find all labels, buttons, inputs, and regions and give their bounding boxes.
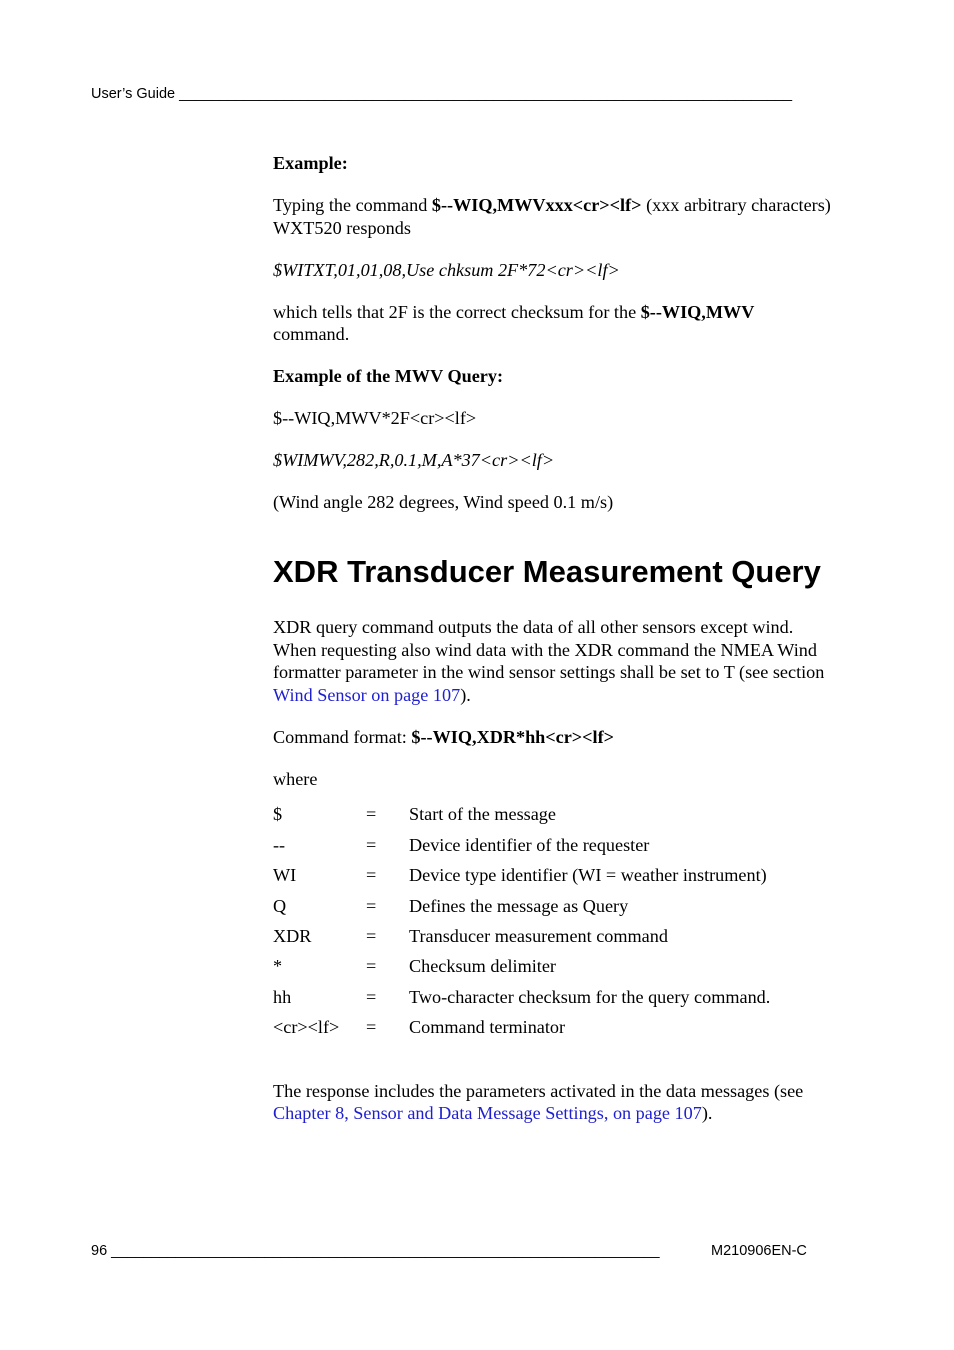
equals: = [366, 865, 377, 886]
text: ). [701, 1103, 713, 1124]
page-footer [91, 1243, 703, 1259]
text: The response includes the parameters activated in the data messages (see [273, 1080, 804, 1101]
definition-row [273, 951, 770, 981]
symbol: * [273, 956, 283, 977]
section-intro [273, 616, 833, 706]
example-paragraph-2 [273, 301, 833, 346]
response-paragraph [273, 1080, 833, 1125]
header-rule: ____________________________________________________________________________ [179, 86, 793, 102]
definition-row [273, 800, 770, 830]
mwv-example-heading: Example of the MWV Query: [273, 366, 504, 386]
command-format [273, 726, 833, 749]
definition-row [273, 1012, 770, 1042]
definition-row [273, 830, 770, 860]
command-text: $--WIQ,MWV [640, 301, 755, 322]
text: (xxx arbitrary characters) WXT520 responds [273, 195, 831, 238]
where-label: where [273, 768, 318, 789]
symbol: hh [273, 986, 292, 1007]
meaning: Transducer measurement command [409, 926, 668, 946]
equals: = [366, 986, 377, 1007]
meaning: Start of the message [409, 804, 556, 825]
document-code: M210906EN-C [711, 1243, 807, 1259]
mwv-note: (Wind angle 282 degrees, Wind speed 0.1 m/s) [273, 492, 614, 512]
symbol: XDR [273, 926, 312, 946]
command-text: $--WIQ,XDR*hh<cr><lf> [411, 726, 615, 747]
meaning: Checksum delimiter [409, 956, 556, 977]
example-paragraph-1 [273, 194, 833, 239]
page-content [273, 152, 833, 1144]
meaning: Command terminator [409, 1017, 566, 1038]
symbol: Q [273, 895, 287, 916]
equals: = [366, 895, 377, 916]
definitions-table [273, 800, 770, 1043]
text: which tells that 2F is the correct checksum for the [273, 301, 641, 322]
text: Command format: [273, 726, 412, 747]
text: command. [273, 324, 350, 344]
wind-sensor-link[interactable]: Wind Sensor on page 107 [273, 684, 461, 705]
meaning: Defines the message as Query [409, 895, 629, 916]
equals: = [366, 1017, 377, 1038]
definition-row [273, 891, 770, 921]
symbol: <cr><lf> [273, 1017, 340, 1038]
equals: = [366, 956, 377, 977]
definition-row [273, 860, 770, 890]
footer-rule: ____________________________________________________________________ [111, 1243, 660, 1259]
example-response: $WITXT,01,01,08,Use chksum 2F*72<cr><lf> [273, 259, 620, 280]
equals: = [366, 834, 377, 855]
example-heading: Example: [273, 153, 348, 173]
text: ). [460, 684, 471, 705]
mwv-response: $WIMWV,282,R,0.1,M,A*37<cr><lf> [273, 450, 555, 470]
command-text: $--WIQ,MWVxxx<cr><lf> [431, 195, 642, 215]
text: Typing the command [273, 195, 432, 215]
meaning: Device type identifier (WI = weather instrument) [409, 865, 767, 886]
meaning: Device identifier of the requester [409, 834, 650, 855]
symbol: WI [273, 865, 297, 886]
text: XDR query command outputs the data of all other sensors except wind. When requesting also wind data with the XDR command the NMEA Wind formatter parameter in the wind sensor settings shall be set to T (see section [273, 617, 825, 682]
header-title: User’s Guide [91, 86, 176, 102]
mwv-query: $--WIQ,MWV*2F<cr><lf> [273, 408, 477, 428]
meaning: Two-character checksum for the query command. [409, 986, 771, 1007]
equals: = [366, 926, 377, 946]
chapter-8-link[interactable]: Chapter 8, Sensor and Data Message Settings, on page 107 [273, 1103, 702, 1124]
section-title: XDR Transducer Measurement Query [273, 553, 821, 589]
page-header [91, 86, 811, 102]
symbol: -- [273, 834, 286, 855]
page-number: 96 [91, 1243, 108, 1259]
definition-row [273, 921, 770, 951]
symbol: $ [273, 804, 283, 825]
definition-row [273, 982, 770, 1012]
equals: = [366, 804, 377, 825]
